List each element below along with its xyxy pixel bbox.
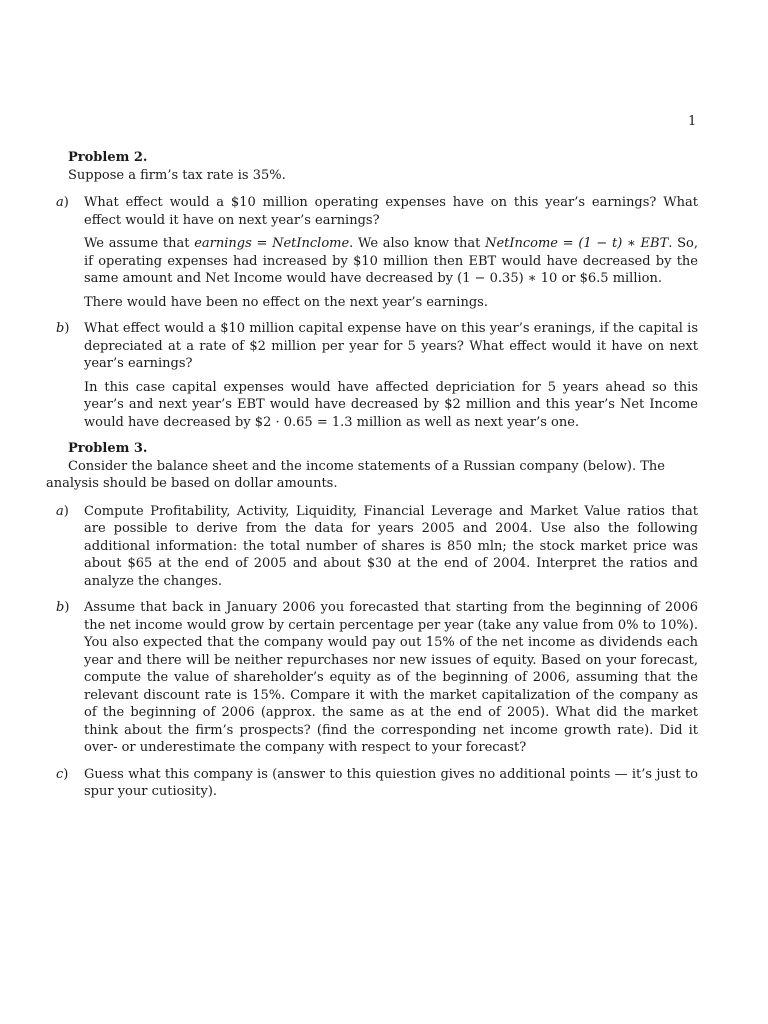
item-text: Compute Profitability, Activity, Liquidity, Financial Leverage and Market Value ratios that are possible to derive from the data for years 2005 and 2004. Use also the following additional information: the total number of shares is 850 mln; the stock market price was about $65 at the end of 2005 and about $30 at the end of 2004. Interpret the ratios and analyze the changes. [84, 503, 698, 589]
problem-3-item-c [46, 766, 698, 801]
item-text: Assume that back in January 2006 you forecasted that starting from the beginning of 2006 the net income would grow by certain percentage per year (take any value from 0% to 10%). You also expected that the company would pay out 15% of the net income as dividends each year and there will be neither repurchases nor new issues of equity. Based on your forecast, compute the value of shareholder’s equity as of the beginning of 2006, assuming that the relevant discount rate is 15%. Compare it with the market capitalization of the company as of the beginning of 2006 (approx. the same as at the end of 2005). What did the market think about the firm’s prospects? (find the corresponding net income growth rate). Did it over- or underestimate the company with respect to your forecast? [84, 600, 698, 755]
document-body [46, 149, 698, 810]
question-text: What effect would a $10 million capital expense have on this year’s eranings, if the capital is depreciated at a rate of $2 million per year for 5 years? What effect would it have on next year’s earnings? [84, 321, 698, 371]
item-marker: a) [56, 503, 69, 519]
problem-3-section [46, 440, 698, 801]
question-text: What effect would a $10 million operating expenses have on this year’s earnings? What effect would it have on next year’s earnings? [84, 195, 698, 228]
math-expression: NetIncome = (1 − t) ∗ EBT [485, 236, 669, 251]
item-marker: c) [56, 766, 69, 782]
item-marker: b) [56, 321, 70, 336]
answer-text: In this case capital expenses would have affected depriciation for 5 years ahead so this year’s and next year’s EBT would have decreased by $2 million and this year’s Net Income would have decreased by $2 · 0.65 = 1.3 million as well as next year’s one. [84, 379, 698, 430]
problem-2-heading: Problem 2. [68, 150, 148, 165]
problem-3-intro: Consider the balance sheet and the income statements of a Russian company (below). The analysis should be based on dollar amounts. [46, 458, 665, 491]
page-number: 1 [688, 114, 697, 129]
problem-3-item-a [46, 503, 698, 591]
problem-2-items [46, 194, 698, 431]
problem-2-item-a [46, 194, 698, 311]
problem-2-item-b [46, 320, 698, 431]
math-expression: earnings = NetInclome [194, 236, 350, 251]
item-marker: b) [56, 600, 70, 615]
answer-text: There would have been no effect on the next year’s earnings. [84, 294, 488, 310]
item-marker: a) [56, 195, 69, 210]
item-text: Guess what this company is (answer to this quiestion gives no additional points — it’s just to spur your cutiosity). [84, 766, 698, 799]
problem-2-section [46, 149, 698, 431]
problem-3-item-b [46, 599, 698, 757]
answer-text: We assume that earnings = NetInclome. We also know that NetIncome = (1 − t) ∗ EBT. So, if operating expenses had increased by $10 million then EBT would have decreased by the same amount and Net Income would have decreased by (1 − 0.35) ∗ 10 or $6.5 million. [84, 236, 698, 286]
problem-2-intro: Suppose a firm’s tax rate is 35%. [68, 167, 286, 183]
problem-3-heading: Problem 3. [68, 441, 148, 456]
problem-3-items [46, 503, 698, 801]
